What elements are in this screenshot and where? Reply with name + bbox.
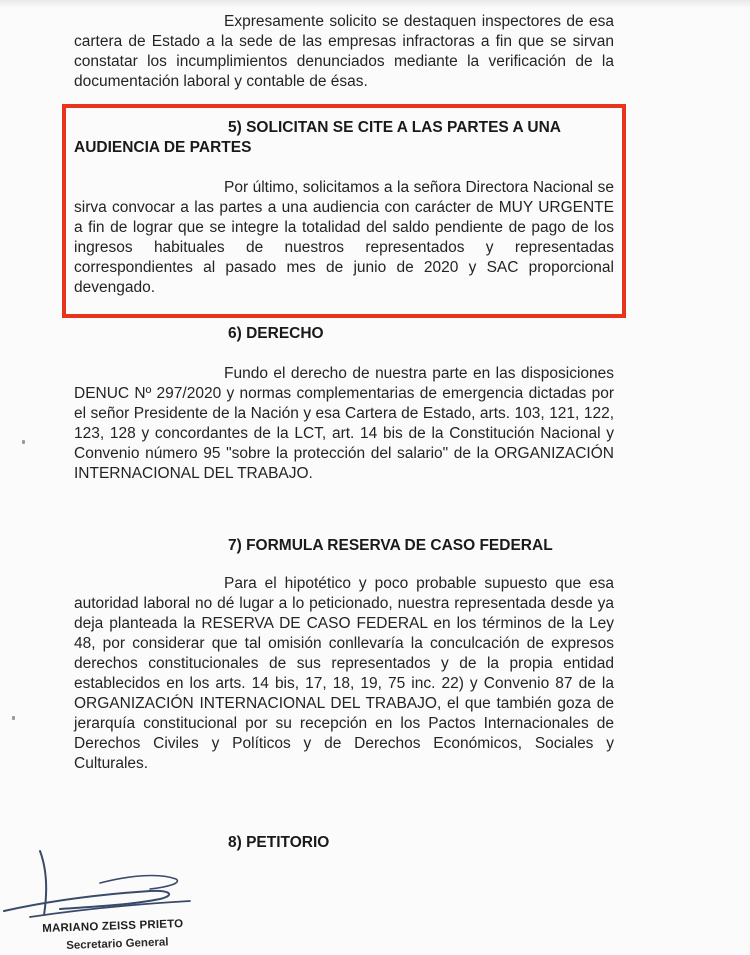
section6-paragraph: Fundo el derecho de nuestra parte en las disposiciones DENUC Nº 297/2020 y normas complementarias de emergencia dictadas por el señor Presidente de la Nación y esa Cartera de Estado, arts. 103, 121, 122, 123, 128 y concordantes de la LCT, art. 14 bis de la Constitución Nacional y Convenio número 95 "sobre la protección del salario" de la ORGANIZACIÓN INTERNACIONAL DEL TRABAJO. xyxy=(74,365,614,482)
scan-speck xyxy=(12,716,15,720)
section7-heading: 7) FORMULA RESERVA DE CASO FEDERAL xyxy=(228,537,553,554)
section5-heading-line2: AUDIENCIA DE PARTES xyxy=(74,139,252,156)
signer-role: Secretario General xyxy=(66,936,169,952)
section5-heading-line1: 5) SOLICITAN SE CITE A LAS PARTES A UNA xyxy=(228,119,561,136)
page-top-edge xyxy=(0,0,750,8)
signer-name: MARIANO ZEISS PRIETO xyxy=(42,918,184,935)
intro-paragraph: Expresamente solicito se destaquen inspectores de esa cartera de Estado a la sede de las empresas infractoras a fin que se sirvan constatar los incumplimientos denunciados mediante la verificación de la documentación laboral y contable de ésas. xyxy=(74,13,614,90)
section5-paragraph: Por último, solicitamos a la señora Directora Nacional se sirva convocar a las partes a una audiencia con carácter de MUY URGENTE a fin de lograr que se integre la totalidad del saldo pendiente de pago de los ingresos habituales de nuestros representados y representadas correspondientes al pasado mes de junio de 2020 y SAC proporcional devengado. xyxy=(74,179,614,296)
scan-speck xyxy=(22,440,25,444)
section7-paragraph: Para el hipotético y poco probable supuesto que esa autoridad laboral no dé lugar a lo peticionado, nuestra representada desde ya deja planteada la RESERVA DE CASO FEDERAL en los términos de la Ley 48, por considerar que tal omisión conllevaría la conculcación de expresos derechos constitucionales de sus representados y de la propia entidad establecidos en los arts. 14 bis, 17, 18, 19, 75 inc. 22) y Convenio 87 de la ORGANIZACIÓN INTERNACIONAL DEL TRABAJO, el que también goza de jerarquía constitucional por su recepción en los Pactos Internacionales de Derechos Civiles y Políticos y de Derechos Económicos, Sociales y Culturales. xyxy=(74,575,614,772)
section8-heading: 8) PETITORIO xyxy=(228,834,330,851)
section6-heading: 6) DERECHO xyxy=(228,325,324,342)
